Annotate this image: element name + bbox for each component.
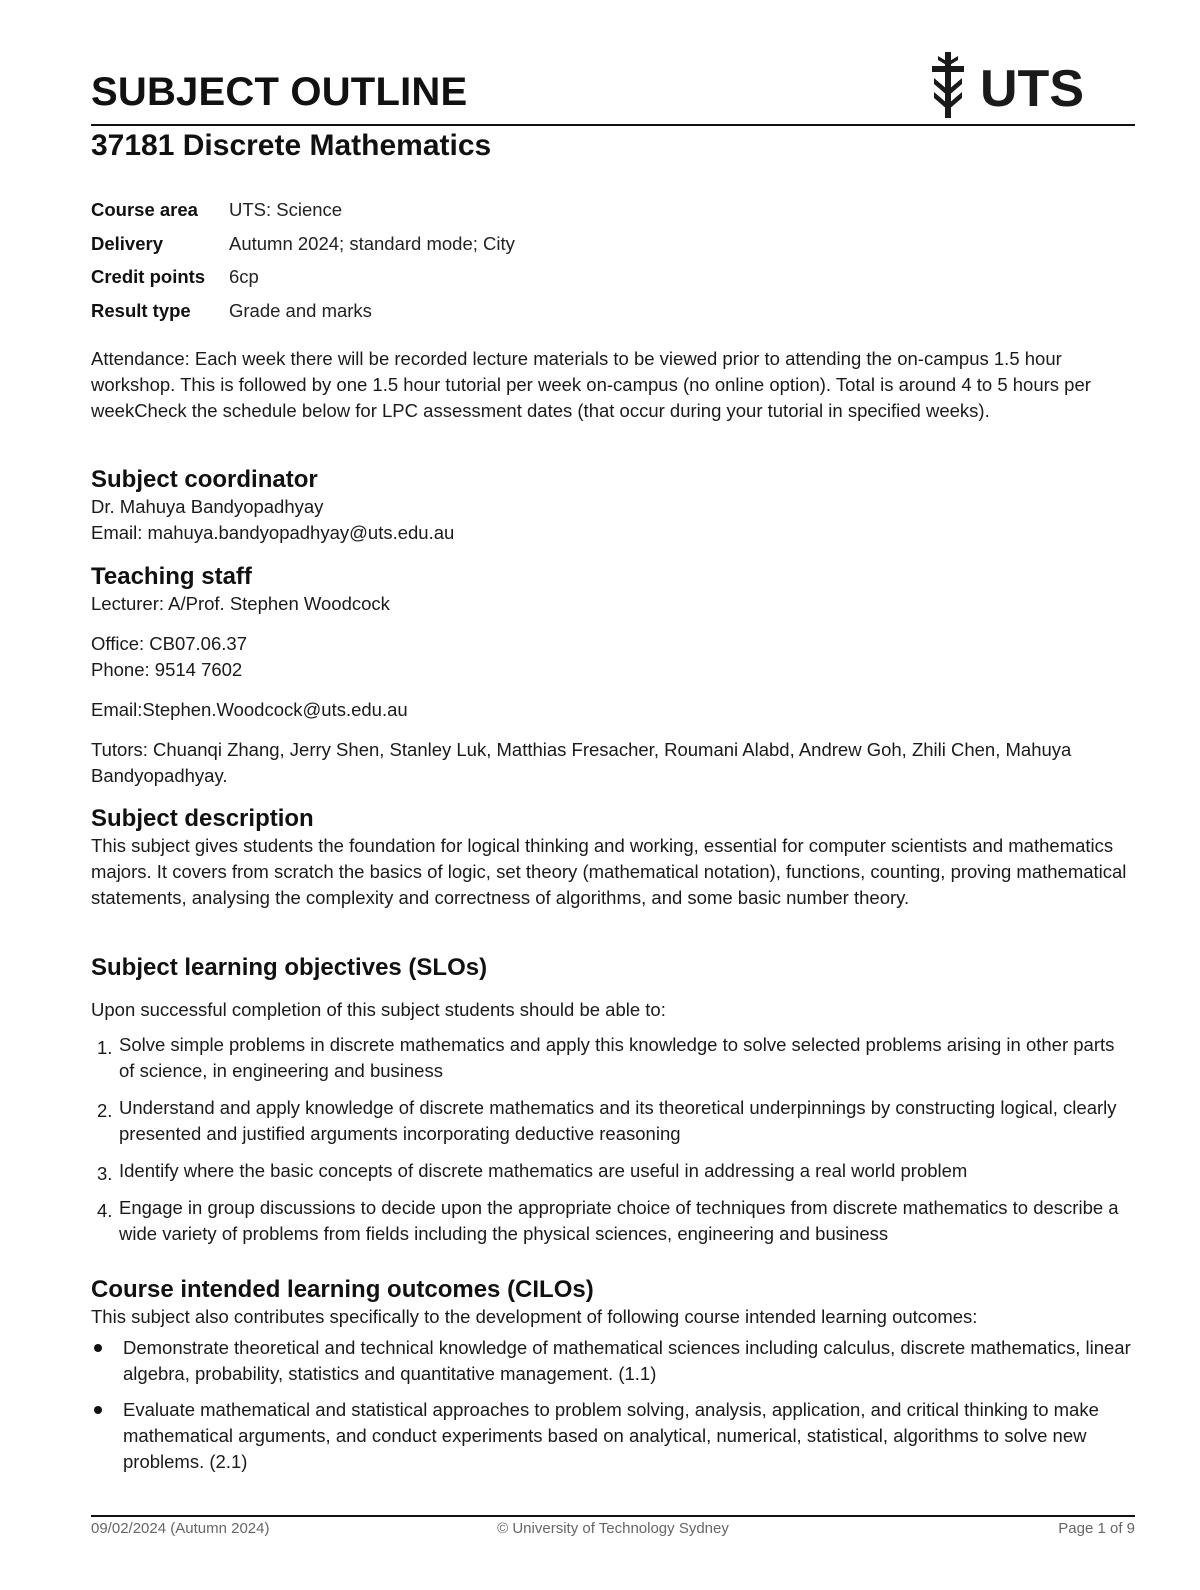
teaching-staff-section (91, 563, 1131, 789)
page-title: SUBJECT OUTLINE (91, 70, 468, 114)
list-item (91, 1158, 1131, 1184)
description-section (91, 805, 1131, 911)
slo-number: 3. (97, 1163, 113, 1184)
footer-copyright: © University of Technology Sydney (497, 1520, 729, 1537)
detail-value: 6cp (229, 266, 259, 288)
detail-row-result-type (91, 294, 515, 328)
detail-row-credit-points (91, 260, 515, 294)
detail-label: Result type (91, 299, 191, 321)
page-footer (91, 1520, 1135, 1540)
lecturer-email-line: Email:Stephen.Woodcock@uts.edu.au (91, 699, 408, 720)
detail-row-course-area (91, 193, 515, 227)
slo-number: 4. (97, 1200, 113, 1221)
slo-intro: Upon successful completion of this subject students should be able to: (91, 999, 666, 1020)
slo-list (91, 1032, 1131, 1247)
detail-value: Grade and marks (229, 299, 372, 321)
subject-title: 37181 Discrete Mathematics (91, 129, 492, 162)
list-item (91, 1032, 1131, 1084)
coordinator-heading: Subject coordinator (91, 466, 318, 493)
detail-row-delivery (91, 227, 515, 261)
lecturer-line: Lecturer: A/Prof. Stephen Woodcock (91, 593, 390, 614)
bullet-icon (94, 1344, 102, 1352)
document-page (91, 0, 1135, 1590)
detail-label: Course area (91, 198, 198, 220)
cilo-text: Demonstrate theoretical and technical knowledge of mathematical sciences including calculus, discrete mathematics, linear algebra, probability, statistics and quantitative management. (1.1) (123, 1337, 1131, 1384)
detail-label: Delivery (91, 232, 163, 254)
list-item (91, 1335, 1131, 1387)
teaching-staff-heading: Teaching staff (91, 563, 252, 590)
slo-number: 2. (97, 1100, 113, 1121)
slo-text: Identify where the basic concepts of discrete mathematics are useful in addressing a real world problem (119, 1160, 968, 1181)
cilo-heading: Course intended learning outcomes (CILOs) (91, 1276, 594, 1303)
description-text: This subject gives students the foundation for logical thinking and working, essential for computer scientists and mathematics majors. It covers from scratch the basics of logic, set theory (mathematical notation), functions, counting, proving mathematical statements, analysing the complexity and correctness of algorithms, and some basic number theory. (91, 835, 1127, 908)
slo-number: 1. (97, 1037, 113, 1058)
list-item (91, 1095, 1131, 1147)
cilo-intro: This subject also contributes specifically to the development of following course intended learning outcomes: (91, 1306, 978, 1327)
tutors-line: Tutors: Chuanqi Zhang, Jerry Shen, Stanley Luk, Matthias Fresacher, Roumani Alabd, Andrew Goh, Zhili Chen, Mahuya Bandyopadhyay. (91, 739, 1072, 786)
header-divider (91, 124, 1135, 126)
detail-label: Credit points (91, 266, 206, 288)
slo-heading: Subject learning objectives (SLOs) (91, 954, 488, 981)
coordinator-section (91, 466, 1131, 546)
office-line: Office: CB07.06.37 (91, 633, 247, 654)
attendance-paragraph: Attendance: Each week there will be recorded lecture materials to be viewed prior to attending the on-campus 1.5 hour workshop. This is followed by one 1.5 hour tutorial per week on-campus (no online option). Total is around 4 to 5 hours per weekCheck the schedule below for LPC assessment dates (that occur during your tutorial in specified weeks). (91, 348, 1091, 421)
cilo-list (91, 1335, 1131, 1475)
footer-page-number: Page 1 of 9 (1058, 1520, 1135, 1537)
subject-details (91, 193, 515, 328)
slo-text: Engage in group discussions to decide upon the appropriate choice of techniques from discrete mathematics to describe a wide variety of problems from fields including the physical sciences, engineering and business (119, 1197, 1119, 1244)
footer-date: 09/02/2024 (Autumn 2024) (91, 1520, 270, 1537)
uts-logo-text: UTS (980, 60, 1084, 118)
description-heading: Subject description (91, 805, 314, 832)
detail-value: Autumn 2024; standard mode; City (229, 232, 515, 254)
coordinator-email: Email: mahuya.bandyopadhyay@uts.edu.au (91, 522, 455, 543)
list-item (91, 1397, 1131, 1475)
list-item (91, 1195, 1131, 1247)
uts-logo-graphic (928, 50, 1098, 122)
phone-line: Phone: 9514 7602 (91, 659, 243, 680)
coordinator-name: Dr. Mahuya Bandyopadhyay (91, 496, 324, 517)
slo-text: Understand and apply knowledge of discrete mathematics and its theoretical underpinnings by constructing logical, clearly presented and justified arguments incorporating deductive reasoning (119, 1097, 1117, 1144)
cilo-text: Evaluate mathematical and statistical approaches to problem solving, analysis, application, and critical thinking to make mathematical arguments, and conduct experiments based on analytical, numerical, statistical, algorithms to solve new problems. (2.1) (123, 1399, 1099, 1472)
footer-divider (91, 1515, 1135, 1517)
detail-value: UTS: Science (229, 198, 343, 220)
cilo-section (91, 1276, 1131, 1485)
uts-logo (928, 50, 1098, 122)
slo-text: Solve simple problems in discrete mathematics and apply this knowledge to solve selected problems arising in other parts of science, in engineering and business (119, 1034, 1115, 1081)
slo-section (91, 954, 1131, 1258)
bullet-icon (94, 1406, 102, 1414)
